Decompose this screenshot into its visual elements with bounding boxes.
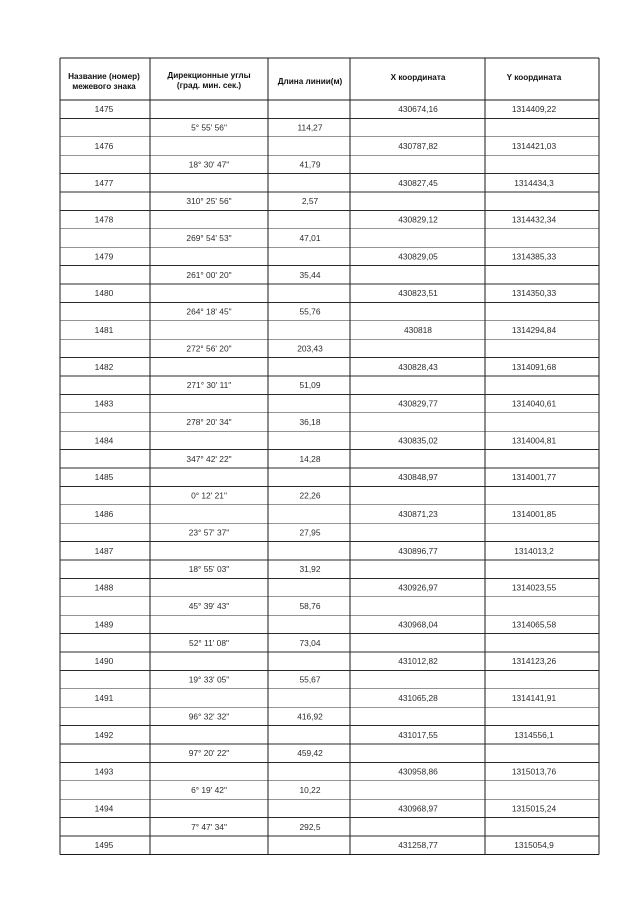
direction-angle: 7° 47' 34" xyxy=(191,821,227,832)
y-coordinate: 1314556,1 xyxy=(514,729,554,740)
point-name: 1475 xyxy=(94,104,114,115)
x-coordinate: 430958,86 xyxy=(398,766,438,777)
point-name: 1487 xyxy=(94,545,114,556)
y-coordinate: 1315013,76 xyxy=(511,766,557,777)
x-coordinate: 430968,97 xyxy=(398,803,438,814)
header-angle-line-2: (град. мин. сек.) xyxy=(176,81,242,90)
x-coordinate: 430827,45 xyxy=(398,177,438,188)
x-coordinate: 431258,77 xyxy=(398,840,438,851)
y-coordinate: 1314432,34 xyxy=(511,214,557,225)
header-angle-line-1: Дирекционные углы xyxy=(167,71,251,80)
x-coordinate: 430968,04 xyxy=(398,619,438,630)
header-length: Длина линии(м) xyxy=(277,77,343,86)
y-coordinate: 1314004,81 xyxy=(511,435,557,446)
direction-angle: 5° 55' 56" xyxy=(191,122,227,133)
line-length: 416,92 xyxy=(297,711,323,722)
line-length: 459,42 xyxy=(297,748,323,759)
direction-angle: 261° 00' 20" xyxy=(186,269,232,280)
direction-angle: 6° 19' 42" xyxy=(191,785,227,795)
point-name: 1483 xyxy=(94,398,114,409)
line-length: 41,79 xyxy=(299,159,321,170)
y-coordinate: 1314023,55 xyxy=(511,582,557,593)
line-length: 58,76 xyxy=(299,601,321,611)
x-coordinate: 430871,23 xyxy=(398,509,438,519)
point-name: 1492 xyxy=(94,729,114,740)
x-coordinate: 430896,77 xyxy=(398,545,438,556)
line-length: 55,67 xyxy=(299,674,321,685)
y-coordinate: 1314294,84 xyxy=(511,325,557,335)
point-name: 1488 xyxy=(94,582,114,593)
line-length: 27,95 xyxy=(299,527,321,538)
line-length: 292,5 xyxy=(299,821,321,832)
point-name: 1491 xyxy=(94,693,114,703)
table-header xyxy=(68,71,562,91)
x-coordinate: 430674,16 xyxy=(398,104,438,115)
point-name: 1495 xyxy=(94,840,114,851)
y-coordinate: 1314123,26 xyxy=(511,656,557,667)
header-name-line-1: Название (номер) xyxy=(68,72,140,81)
point-name: 1484 xyxy=(94,435,114,446)
x-coordinate: 431012,82 xyxy=(398,656,438,667)
direction-angle: 271° 30' 11" xyxy=(186,380,232,391)
line-length: 203,43 xyxy=(297,343,323,354)
point-name: 1493 xyxy=(94,766,114,777)
direction-angle: 310° 25' 56" xyxy=(186,196,232,207)
y-coordinate: 1314065,58 xyxy=(511,619,557,630)
x-coordinate: 430823,51 xyxy=(398,288,438,299)
direction-angle: 269° 54' 53" xyxy=(186,233,232,243)
header-y-coordinate: Y координата xyxy=(506,73,562,82)
direction-angle: 0° 12' 21" xyxy=(191,490,227,501)
point-name: 1481 xyxy=(94,325,114,335)
x-coordinate: 430818 xyxy=(404,325,432,335)
line-length: 10,22 xyxy=(299,785,321,795)
x-coordinate: 430829,05 xyxy=(398,251,438,262)
direction-angle: 264° 18' 45" xyxy=(186,306,232,317)
direction-angle: 52° 11' 08" xyxy=(189,637,229,648)
direction-angle: 278° 20' 34" xyxy=(186,417,232,427)
line-length: 22,26 xyxy=(299,490,321,501)
point-name: 1494 xyxy=(94,803,114,814)
y-coordinate: 1314385,33 xyxy=(511,251,557,262)
x-coordinate: 430848,97 xyxy=(398,472,438,483)
point-name: 1480 xyxy=(94,288,114,299)
y-coordinate: 1315015,24 xyxy=(511,803,557,814)
direction-angle: 45° 39' 43" xyxy=(188,601,230,611)
line-length: 2,57 xyxy=(301,196,319,207)
direction-angle: 18° 55' 03" xyxy=(188,564,230,575)
x-coordinate: 430926,97 xyxy=(398,582,438,593)
line-length: 51,09 xyxy=(299,380,321,391)
table-body xyxy=(95,104,557,850)
point-name: 1486 xyxy=(94,509,114,519)
direction-angle: 347° 42' 22" xyxy=(186,453,232,464)
point-name: 1478 xyxy=(94,214,114,225)
x-coordinate: 430828,43 xyxy=(398,361,438,372)
x-coordinate: 430787,82 xyxy=(398,141,438,151)
direction-angle: 96° 32' 32" xyxy=(188,711,230,722)
y-coordinate: 1314091,68 xyxy=(511,361,557,372)
line-length: 47,01 xyxy=(299,233,321,243)
x-coordinate: 430835,02 xyxy=(398,435,438,446)
line-length: 35,44 xyxy=(299,269,321,280)
y-coordinate: 1314001,85 xyxy=(511,509,557,519)
point-name: 1489 xyxy=(94,619,114,630)
point-name: 1490 xyxy=(94,656,114,667)
point-name: 1476 xyxy=(94,141,114,151)
y-coordinate: 1314434,3 xyxy=(514,177,554,188)
point-name: 1479 xyxy=(94,251,114,262)
x-coordinate: 430829,77 xyxy=(398,398,438,409)
y-coordinate: 1314040,61 xyxy=(511,398,557,409)
line-length: 55,76 xyxy=(299,306,321,317)
y-coordinate: 1314421,03 xyxy=(511,141,557,151)
y-coordinate: 1314001,77 xyxy=(511,472,557,483)
line-length: 114,27 xyxy=(297,122,323,133)
y-coordinate: 1314141,91 xyxy=(511,693,557,703)
x-coordinate: 430829,12 xyxy=(398,214,438,225)
point-name: 1482 xyxy=(94,361,114,372)
line-length: 73,04 xyxy=(299,637,321,648)
header-x-coordinate: X координата xyxy=(390,73,446,82)
direction-angle: 97° 20' 22" xyxy=(188,748,230,759)
x-coordinate: 431017,55 xyxy=(398,729,438,740)
direction-angle: 18° 30' 47" xyxy=(188,159,230,170)
point-name: 1485 xyxy=(94,472,114,483)
y-coordinate: 1314350,33 xyxy=(511,288,557,299)
direction-angle: 272° 56' 20" xyxy=(186,343,232,354)
line-length: 14,28 xyxy=(299,453,321,464)
line-length: 31,92 xyxy=(299,564,321,575)
direction-angle: 23° 57' 37" xyxy=(188,527,230,538)
y-coordinate: 1314013,2 xyxy=(514,545,554,556)
y-coordinate: 1315054,9 xyxy=(514,840,554,851)
line-length: 36,18 xyxy=(299,417,321,427)
header-name-line-2: межевого знака xyxy=(72,82,136,91)
x-coordinate: 431065,28 xyxy=(398,693,438,703)
direction-angle: 19° 33' 05" xyxy=(188,674,230,685)
point-name: 1477 xyxy=(94,177,114,188)
y-coordinate: 1314409,22 xyxy=(511,104,557,115)
